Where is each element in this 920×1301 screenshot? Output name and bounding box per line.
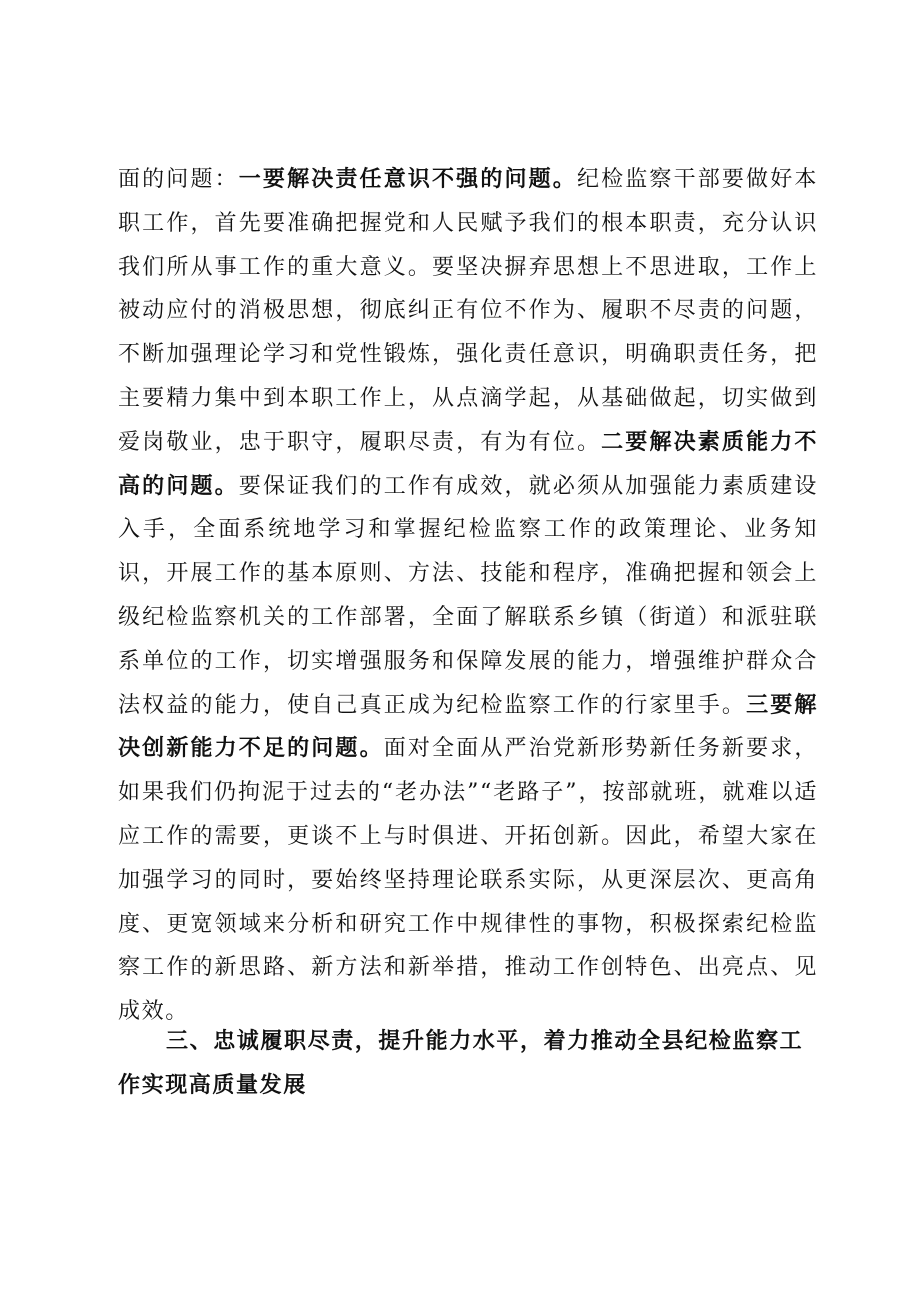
paragraph-main	[118, 158, 818, 1034]
point2-body: 要保证我们的工作有成效，就必须从加强能力素质建设入手，全面系统地学习和掌握纪检监察工作的政策理论、业务知识，开展工作的基本原则、方法、技能和程序，准确把握和领会上级纪检监察机关的工作部署，全面了解联系乡镇（街道）和派驻联系单位的工作，切实增强服务和保障发展的能力，增强维护群众合法权益的能力，使自己真正成为纪检监察工作的行家里手。	[118, 473, 818, 718]
paragraph-lead: 面的问题：	[118, 167, 239, 192]
point2-title: 二要解决素质能力不高的问题。	[118, 429, 818, 499]
point1-title: 一要解决责任意识不强的问题。	[238, 167, 577, 192]
body-paragraph	[118, 158, 818, 1034]
point3-tail: 效。	[141, 999, 189, 1025]
section-heading: 三、忠诚履职尽责，提升能力水平，着力推动全县纪检监察工作实现高质量发展	[118, 1029, 804, 1098]
point3-body: 面对全面从严治党新形势新任务新要求，如果我们仍拘泥于过去的“老办法”“老路子”，按部就班，就难以适应工作的需要，更谈不上与时俱进、开拓创新。因此，希望大家在加强学习的同时，要始终坚持理论联系实际，从更深层次、更高角度、更宽领域来分析和研究工作中规律性的事物，积极探索纪检监察工作的新思路、新方法和新举措，推动工作创特色、出亮点、见成	[118, 736, 818, 1025]
point1-body: 纪检监察干部要做好本职工作，首先要准确把握党和人民赋予我们的根本职责，充分认识我们所从事工作的重大意义。要坚决摒弃思想上不思进取，工作上被动应付的消极思想，彻底纠正有位不作为、履职不尽责的问题，不断加强理论学习和党性锻炼，强化责任意识，明确职责任务，把主要精力集中到本职工作上，从点滴学起，从基础做起，切实做到爱岗敬业，忠于职守，履职尽责，有为有位。	[118, 167, 818, 455]
point3-title: 三要解决创新能力不足的问题。	[118, 692, 818, 762]
